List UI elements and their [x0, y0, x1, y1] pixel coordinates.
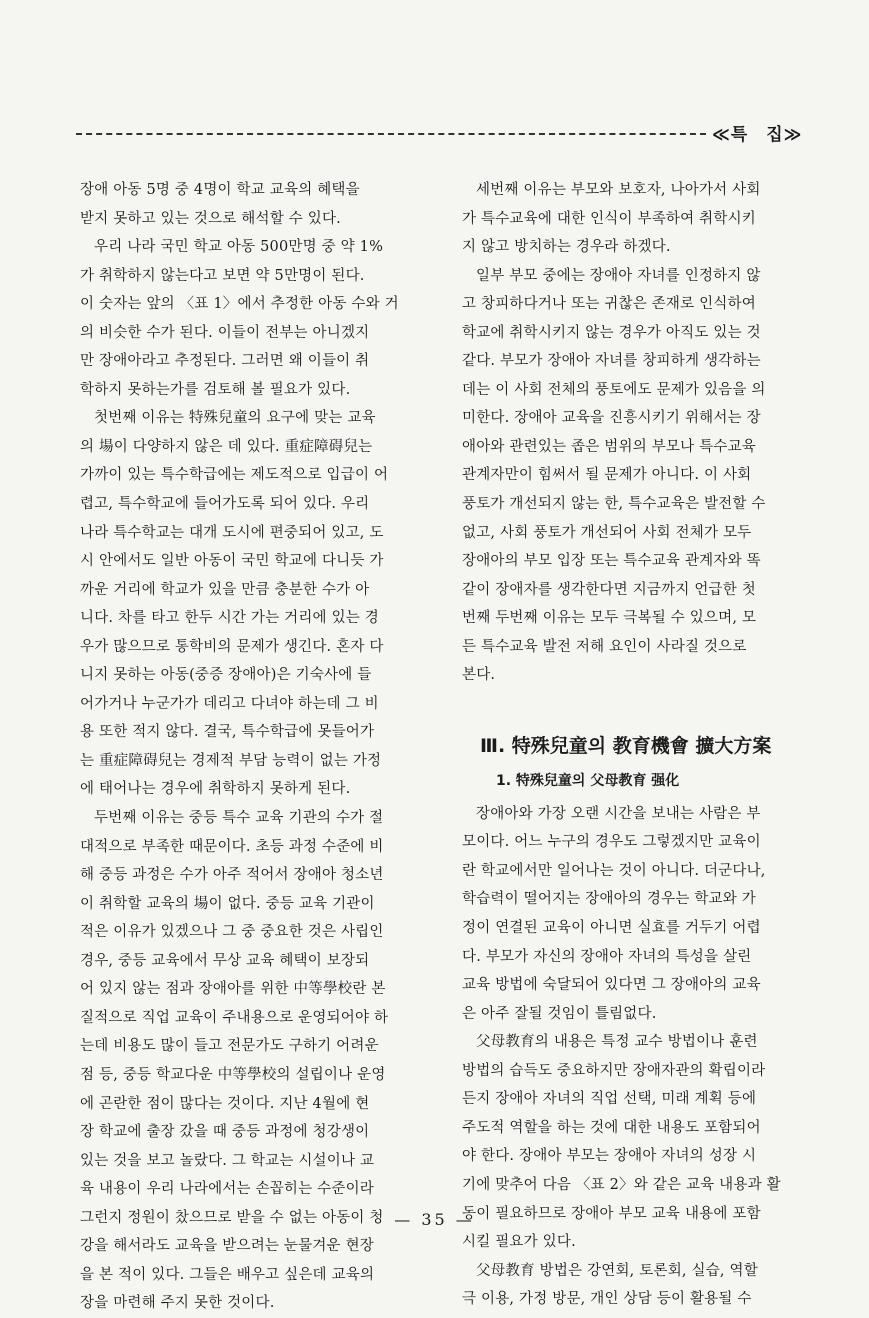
right-column	[462, 176, 812, 1314]
text-line: 가 특수교육에 대한 인식이 부족하여 취학시키	[462, 210, 756, 227]
text-line: 장애아와 가장 오랜 시간을 보내는 사람은 부	[476, 805, 761, 822]
text-line: 번째 두번째 이유는 모두 극복될 수 있으며, 모	[462, 610, 757, 627]
text-line: 정이 연결된 교육이 아니면 실효를 거두기 어렵	[462, 920, 761, 937]
section-label: ≪특 집≫	[712, 125, 803, 145]
text-line: 본다.	[462, 667, 496, 684]
header-dashed-rule	[76, 133, 706, 135]
text-line: 해 중등 과정은 수가 아주 적어서 장애아 청소년	[80, 867, 384, 884]
text-line: 렵고, 특수학교에 들어가도록 되어 있다. 우리	[80, 496, 370, 513]
text-line: 있는 것을 보고 놀랐다. 그 학교는 시설이나 교	[80, 1152, 375, 1169]
text-line: 어가거나 누군가가 데리고 다녀야 하는데 그 비	[80, 695, 379, 712]
text-line: 장애아의 부모 입장 또는 특수교육 관계자와 똑	[462, 553, 761, 570]
text-line: 점 등, 중등 학교다운 中等學校의 설립이나 운영	[80, 1066, 386, 1083]
text-line: 은 아주 잘될 것임이 틀림없다.	[462, 1005, 657, 1022]
text-line: 극 이용, 가정 방문, 개인 상담 등이 활용될 수	[462, 1291, 752, 1308]
text-line: 父母教育의 내용은 특정 교수 방법이나 훈련	[476, 1034, 758, 1051]
text-line: 모이다. 어느 누구의 경우도 그렇겠지만 교육이	[462, 834, 761, 851]
right-column-text-bottom	[462, 800, 812, 1314]
text-line: 용 또한 적지 않다. 결국, 특수학급에 못들어가	[80, 724, 375, 741]
text-line: 주도적 역할을 하는 것에 대한 내용도 포함되어	[462, 1119, 761, 1136]
text-line: 같다. 부모가 장애아 자녀를 창피하게 생각하는	[462, 353, 761, 370]
text-line: 학습력이 떨어지는 장애아의 경우는 학교와 가	[462, 891, 756, 908]
text-line: 방법의 습득도 중요하지만 장애자관의 확립이라	[462, 1062, 766, 1079]
text-line: 야 한다. 장애아 부모는 장애아 자녀의 성장 시	[462, 1148, 757, 1165]
text-line: 란 학교에서만 일어나는 것이 아니다. 더군다나,	[462, 862, 766, 879]
text-line: 세번째 이유는 부모와 보호자, 나아가서 사회	[476, 182, 761, 198]
text-line: 이 숫자는 앞의 〈표 1〉에서 추정한 아동 수와 거	[80, 296, 399, 313]
text-line: 동이 필요하므로 장애아 부모 교육 내용에 포함	[462, 1205, 761, 1222]
text-line: 에 태어나는 경우에 취학하지 못하게 된다.	[80, 781, 351, 798]
left-column	[80, 176, 442, 1318]
text-line: 만 장애아라고 추정된다. 그러면 왜 이들이 취	[80, 353, 370, 370]
text-line: 미한다. 장애아 교육을 진흥시키기 위해서는 장	[462, 410, 761, 427]
text-line: 지 않고 방치하는 경우라 하겠다.	[462, 239, 671, 256]
text-line: 적은 이유가 있겠으나 그 중 중요한 것은 사립인	[80, 924, 384, 941]
text-line: 그런지 정원이 찼으므로 받을 수 없는 아동이 청	[80, 1209, 384, 1226]
text-line: 학교에 취학시키지 않는 경우가 아직도 있는 것	[462, 324, 761, 341]
text-line: 강을 해서라도 교육을 받으려는 눈물겨운 현장	[80, 1238, 374, 1255]
text-line: 풍토가 개선되지 않는 한, 특수교육은 발전할 수	[462, 496, 766, 513]
text-line: 우리 나라 국민 학교 아동 500만명 중 약 1%	[94, 239, 384, 256]
section-spacer	[462, 690, 812, 718]
section-heading: Ⅲ. 特殊兒童의 教育機會 擴大方案	[480, 734, 772, 757]
text-line: 기에 맞추어 다음 〈표 2〉와 같은 교육 내용과 활	[462, 1176, 781, 1193]
text-line: 일부 부모 중에는 장애아 자녀를 인정하지 않	[476, 267, 761, 284]
text-line: 어 있지 않는 점과 장애아를 위한 中等學校란 본	[80, 981, 386, 998]
text-line: 을 본 적이 있다. 그들은 배우고 싶은데 교육의	[80, 1266, 375, 1283]
text-line: 교육 방법에 숙달되어 있다면 그 장애아의 교육	[462, 977, 761, 994]
text-line: 父母教育 방법은 강연회, 토론회, 실습, 역할	[476, 1262, 758, 1279]
text-line: 육 내용이 우리 나라에서는 손꼽히는 수준이라	[80, 1181, 374, 1198]
text-line: 장 학교에 출장 갔을 때 중등 과정에 청강생이	[80, 1124, 370, 1141]
text-line: 우가 많으므로 통학비의 문제가 생긴다. 혼자 다	[80, 638, 384, 655]
text-line: 니다. 차를 타고 한두 시간 가는 거리에 있는 경	[80, 610, 380, 627]
text-line: 나라 특수학교는 대개 도시에 편중되어 있고, 도	[80, 524, 384, 541]
text-line: 장을 마련해 주지 못한 것이다.	[80, 1295, 275, 1312]
text-line: 에 곤란한 점이 많다는 것이다. 지난 4월에 현	[80, 1095, 370, 1112]
text-line: 든 특수교육 발전 저해 요인이 사라질 것으로	[462, 638, 747, 655]
text-line: 데는 이 사회 전체의 풍토에도 문제가 있음을 의	[462, 381, 766, 398]
text-line: 학하지 못하는가를 검토해 볼 필요가 있다.	[80, 381, 351, 398]
text-line: 고 창피하다거나 또는 귀찮은 존재로 인식하여	[462, 296, 756, 313]
text-line: 같이 장애자를 생각한다면 지금까지 언급한 첫	[462, 581, 756, 598]
text-line: 든지 장애아 자녀의 직업 선택, 미래 계획 등에	[462, 1091, 757, 1108]
text-line: 이 취학할 교육의 場이 없다. 중등 교육 기관이	[80, 895, 375, 912]
left-column-text	[80, 176, 442, 1318]
sub-heading: 1. 特殊兒童의 父母教育 强化	[496, 772, 680, 789]
text-line: 다. 부모가 자신의 장애아 자녀의 특성을 살린	[462, 948, 752, 965]
text-line: 시킬 필요가 있다.	[462, 1234, 576, 1251]
text-line: 가까이 있는 특수학급에는 제도적으로 입급이 어	[80, 467, 389, 484]
text-line: 경우, 중등 교육에서 무상 교육 혜택이 보장되	[80, 952, 370, 969]
text-line: 첫번째 이유는 特殊兒童의 요구에 맞는 교육	[94, 410, 376, 427]
text-line: 는데 비용도 많이 들고 전문가도 구하기 어려운	[80, 1038, 379, 1055]
text-line: 장애 아동 5명 중 4명이 학교 교육의 혜택을	[80, 182, 360, 198]
right-column-text-top	[462, 176, 812, 690]
text-line: 는 重症障碍兒는 경제적 부담 능력이 없는 가정	[80, 752, 382, 769]
text-line: 관계자만이 힘써서 될 문제가 아니다. 이 사회	[462, 467, 752, 484]
text-line: 두번째 이유는 중등 특수 교육 기관의 수가 절	[94, 810, 384, 827]
text-line: 받지 못하고 있는 것으로 해석할 수 있다.	[80, 210, 341, 227]
text-line: 니지 못하는 아동(중증 장애아)은 기숙사에 들	[80, 667, 372, 684]
text-line: 의 비슷한 수가 된다. 이들이 전부는 아니겠지	[80, 324, 370, 341]
text-line: 가 취학하지 않는다고 보면 약 5만명이 된다.	[80, 267, 365, 284]
page-number: — 35 —	[394, 1210, 475, 1229]
text-line: 까운 거리에 학교가 있을 만큼 충분한 수가 아	[80, 581, 370, 598]
text-line: 시 안에서도 일반 아동이 국민 학교에 다니듯 가	[80, 553, 384, 570]
text-line: 질적으로 직업 교육이 주내용으로 운영되어야 하	[80, 1009, 389, 1026]
text-line: 의 場이 다양하지 않은 데 있다. 重症障碍兒는	[80, 438, 373, 455]
text-line: 애아와 관련있는 좁은 범위의 부모나 특수교육	[462, 438, 756, 455]
text-line: 없고, 사회 풍토가 개선되어 사회 전체가 모두	[462, 524, 752, 541]
text-line: 대적으로 부족한 때문이다. 초등 과정 수준에 비	[80, 838, 384, 855]
